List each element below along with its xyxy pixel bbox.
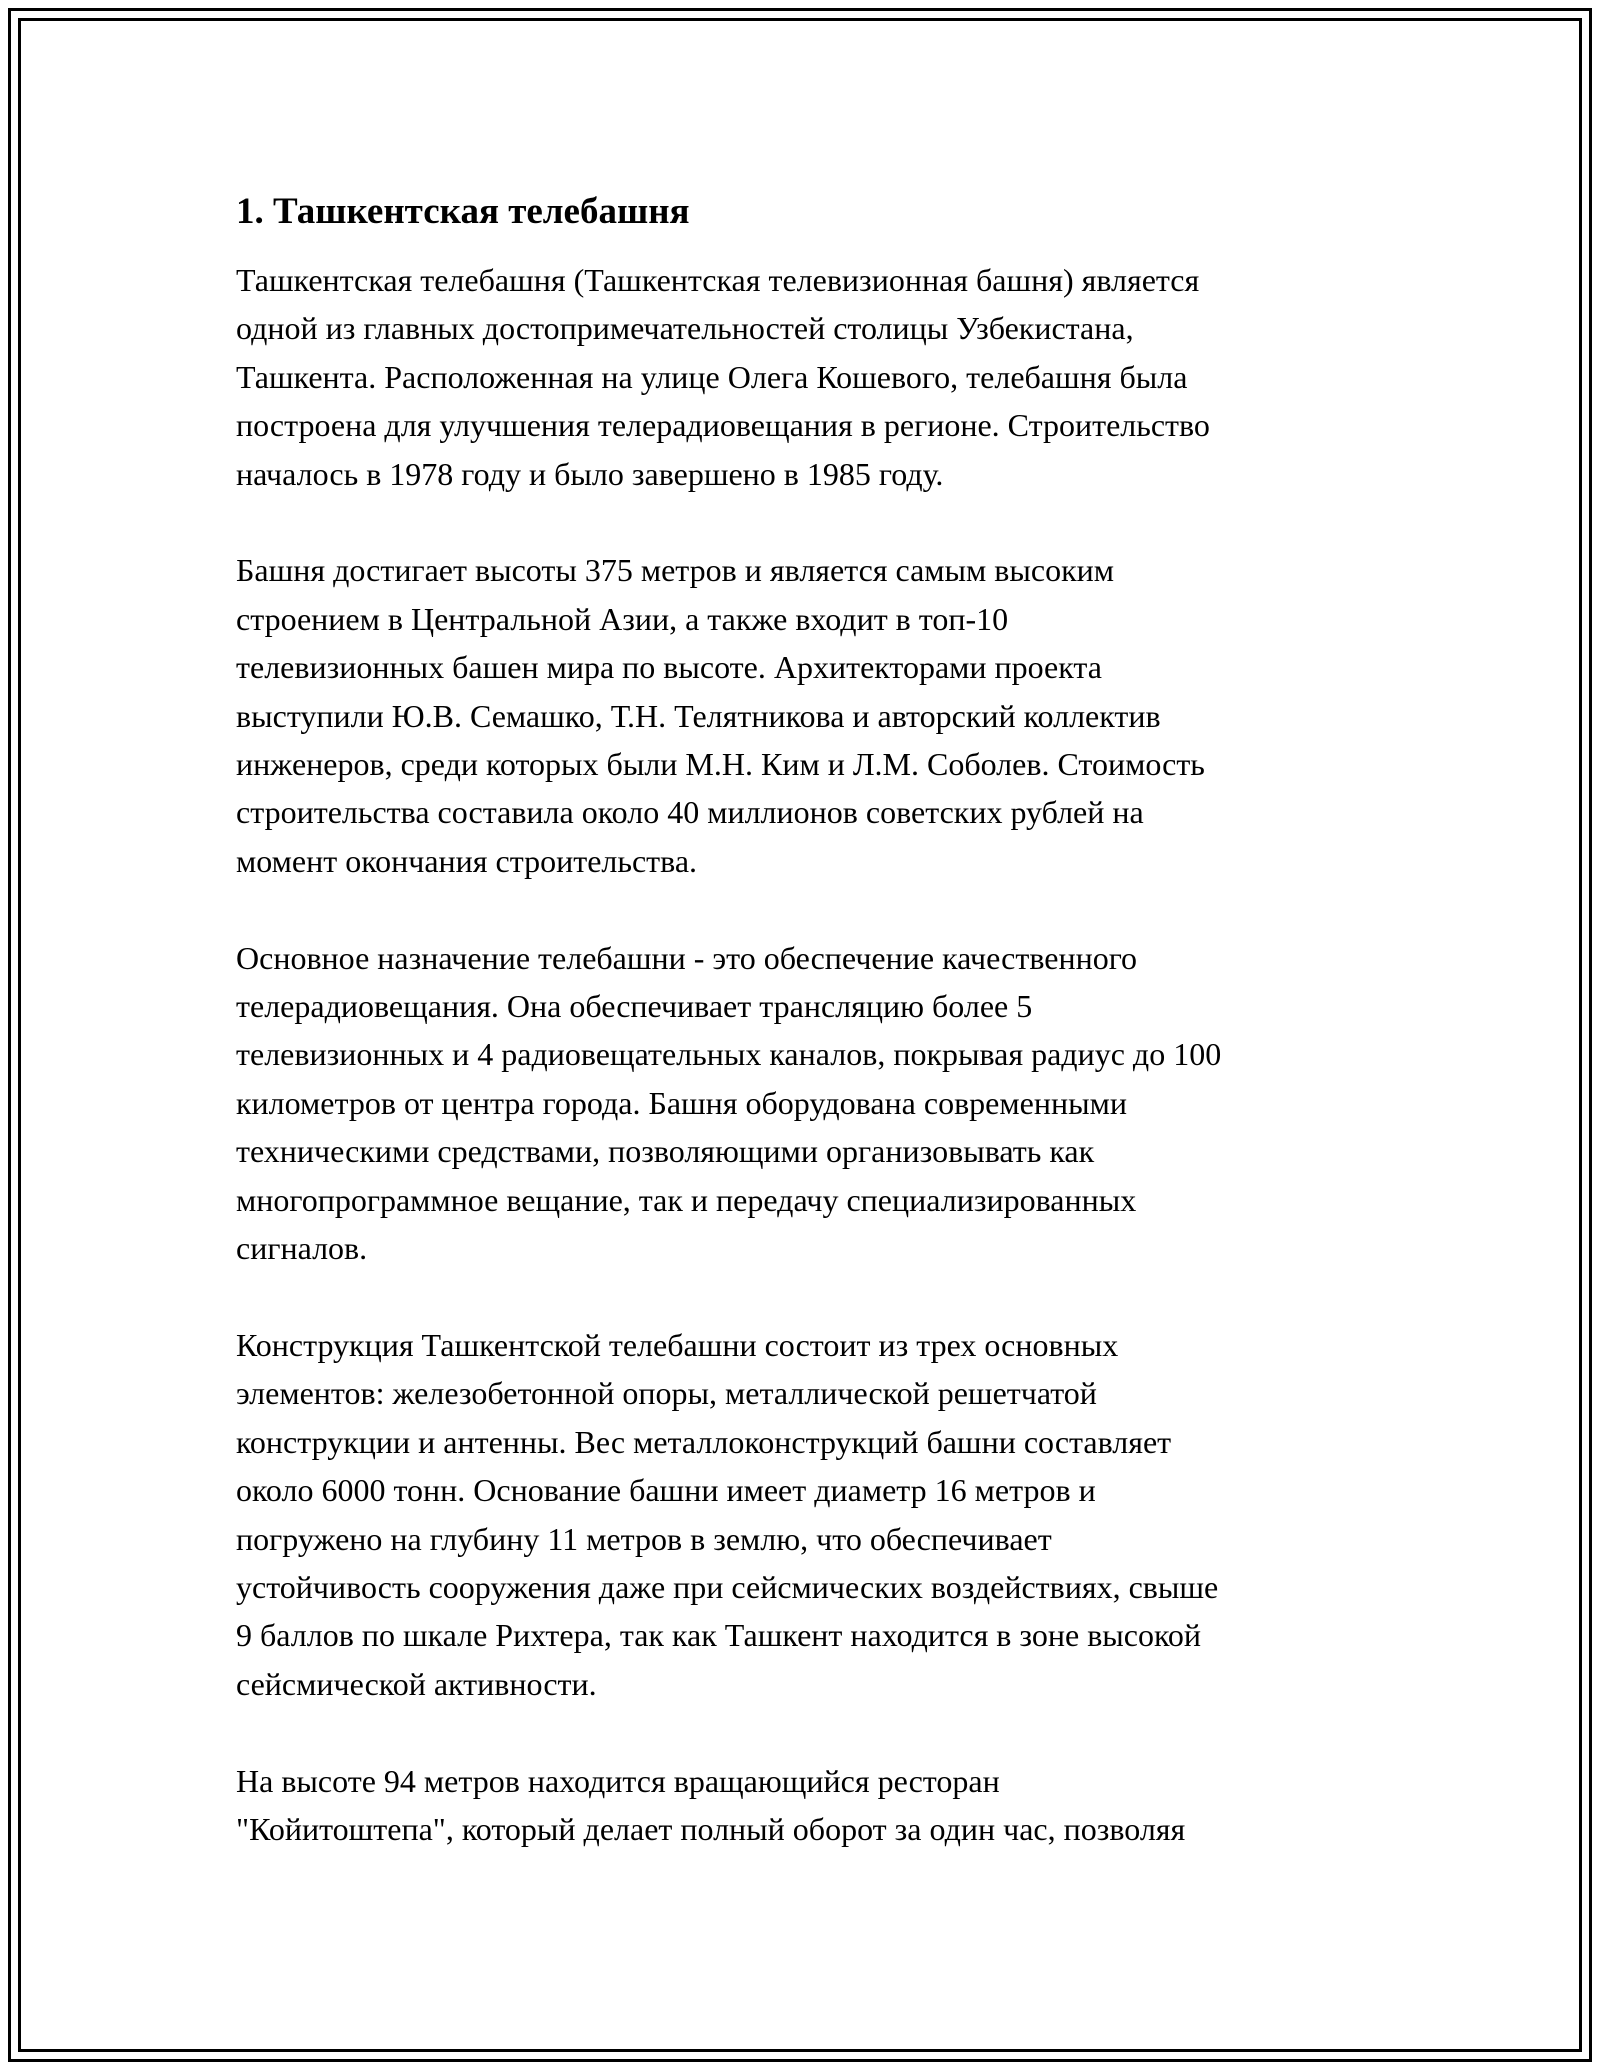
text-line: телевизионных и 4 радиовещательных каналов, покрывая радиус до 100 [236, 1036, 1222, 1073]
text-line: выступили Ю.В. Семашко, Т.Н. Телятникова и авторский коллектив [236, 697, 1161, 734]
text-line: техническими средствами, позволяющими организовывать как [236, 1133, 1095, 1170]
text-line: устойчивость сооружения даже при сейсмических воздействиях, свыше [236, 1568, 1219, 1605]
text-line: многопрограммное вещание, так и передачу специализированных [236, 1181, 1137, 1218]
text-line: конструкции и антенны. Вес металлоконструкций башни составляет [236, 1423, 1172, 1460]
paragraph-4 [236, 1321, 1376, 1708]
text-line: Башня достигает высоты 375 метров и является самым высоким [236, 552, 1115, 589]
text-line: телевизионных башен мира по высоте. Архитекторами проекта [236, 649, 1102, 686]
text-line: километров от центра города. Башня оборудована современными [236, 1084, 1127, 1121]
text-line: элементов: железобетонной опоры, металлической решетчатой [236, 1375, 1097, 1412]
text-line: погружено на глубину 11 метров в землю, что обеспечивает [236, 1520, 1052, 1557]
text-line: строительства составила около 40 миллионов советских рублей на [236, 794, 1144, 831]
text-line: Ташкентская телебашня (Ташкентская телевизионная башня) является [236, 262, 1200, 298]
text-line: Основное назначение телебашни - это обеспечение качественного [236, 939, 1138, 976]
text-line: сигналов. [236, 1230, 368, 1267]
paragraph-2 [236, 546, 1376, 885]
paragraph-5 [236, 1757, 1376, 1854]
text-line: одной из главных достопримечательностей столицы Узбекистана, [236, 310, 1134, 347]
text-line: "Койитоштепа", который делает полный оборот за один час, позволяя [236, 1810, 1186, 1847]
text-line: момент окончания строительства. [236, 842, 698, 879]
text-line: сейсмической активности. [236, 1665, 597, 1702]
text-line: инженеров, среди которых были М.Н. Ким и Л.М. Соболев. Стоимость [236, 746, 1205, 783]
text-line: строением в Центральной Азии, а также входит в топ-10 [236, 600, 1009, 637]
document-body [236, 186, 1376, 1853]
text-line: построена для улучшения телерадиовещания в регионе. Строительство [236, 407, 1210, 444]
text-line: Ташкента. Расположенная на улице Олега Кошевого, телебашня была [236, 358, 1188, 395]
paragraph-3 [236, 934, 1376, 1273]
paragraph-1 [236, 256, 1376, 498]
text-line: началось в 1978 году и было завершено в 1985 году. [236, 455, 944, 492]
text-line: 9 баллов по шкале Рихтера, так как Ташкент находится в зоне высокой [236, 1617, 1202, 1654]
text-line: около 6000 тонн. Основание башни имеет диаметр 16 метров и [236, 1472, 1096, 1509]
text-line: Конструкция Ташкентской телебашни состоит из трех основных [236, 1326, 1119, 1363]
document-heading: 1. Ташкентская телебашня [236, 191, 690, 232]
text-line: На высоте 94 метров находится вращающийся ресторан [236, 1762, 1000, 1799]
text-line: телерадиовещания. Она обеспечивает трансляцию более 5 [236, 988, 1033, 1025]
